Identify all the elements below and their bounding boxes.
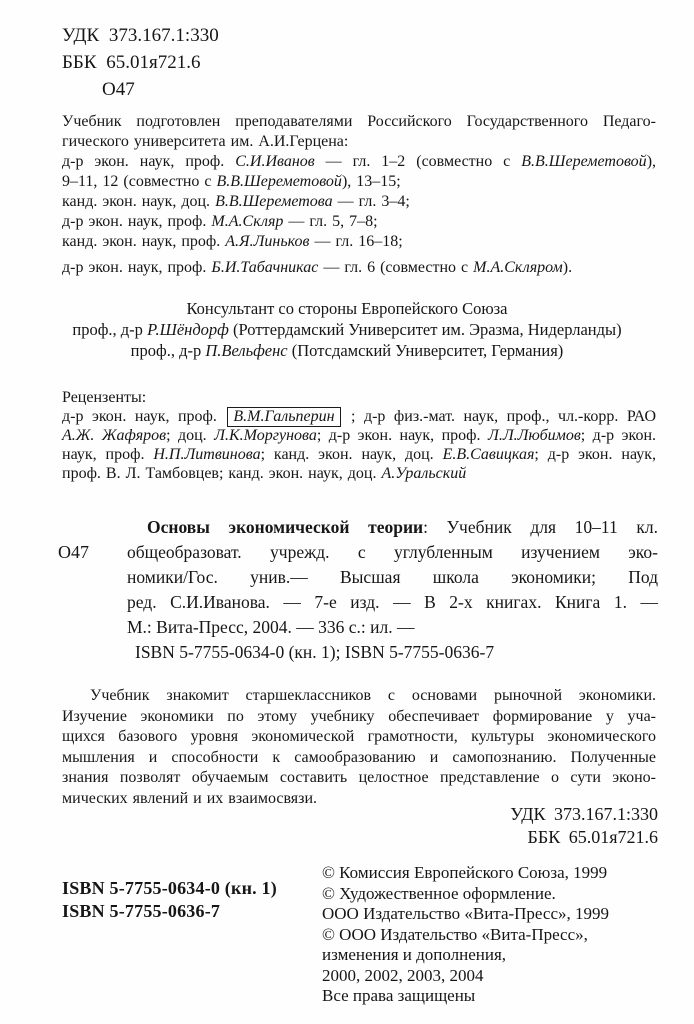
- reviewers-block: [62, 388, 656, 483]
- text-segment: Л.Л.Любимов: [488, 427, 581, 444]
- copyright-line: © Комиссия Европейского Союза, 1999: [322, 863, 608, 882]
- text-segment: Консультант со стороны Европейского Союза: [186, 299, 508, 318]
- annotation-line: щихся базового уровня экономической грамотности, культуры экономического: [62, 728, 656, 745]
- authors-line: [62, 258, 656, 278]
- authors-line: [62, 212, 656, 232]
- text-segment: проф., д-р: [130, 341, 206, 360]
- text-segment: канд. экон. наук, проф.: [62, 233, 226, 250]
- text-segment: общеобразоват. учрежд. с углубленным изучением эко-: [127, 542, 658, 562]
- annotation-line: мических явлений и их взаимосвязи.: [62, 789, 318, 807]
- authors-line: [62, 172, 656, 192]
- text-segment: — гл. 5, 7–8;: [283, 213, 378, 230]
- text-segment: проф. В. Л. Тамбовцев; канд. экон. наук, доц.: [62, 465, 382, 482]
- authors-line: [62, 192, 656, 212]
- consultant-line: [0, 319, 694, 340]
- text-segment: проф., д-р: [72, 320, 148, 339]
- text-segment: ISBN 5-7755-0634-0 (кн. 1); ISBN 5-7755-0636-7: [135, 642, 495, 662]
- text-segment: (Потсдамский Университет, Германия): [287, 341, 564, 360]
- consultant-heading: [0, 298, 694, 319]
- text-segment: Н.П.Литвинова: [153, 446, 261, 463]
- text-segment: 9–11, 12 (совместно с: [62, 173, 217, 190]
- text-segment: д-р экон. наук, проф.: [62, 213, 212, 230]
- consultant-line: [0, 340, 694, 361]
- copyright-block: [322, 863, 609, 1007]
- catalog-isbn-line: [127, 640, 658, 665]
- text-segment: ).: [562, 259, 573, 276]
- text-segment: Л.К.Моргунова: [214, 427, 317, 444]
- udk-number: УДК 373.167.1:330: [510, 804, 658, 824]
- copyright-line: ООО Издательство «Вита-Пресс», 1999: [322, 904, 609, 923]
- reviewers-line: [62, 464, 656, 483]
- text-segment: д-р экон. наук, проф.: [62, 259, 212, 276]
- catalog-card-block: [58, 515, 658, 665]
- annotation-line: знания позволят обучаемым составить целостное представление о сути эконо-: [62, 769, 656, 786]
- consultant-block: [0, 298, 694, 361]
- udk-bbk-header-block: [62, 22, 219, 103]
- text-segment: М.А.Скляр: [211, 213, 284, 230]
- text-segment: ; д-р экон. наук,: [534, 446, 656, 463]
- annotation-block: [62, 686, 656, 809]
- text-segment: ; доц.: [166, 427, 215, 444]
- author-sign-code: О47: [58, 542, 89, 562]
- copyright-line: изменения и дополнения,: [322, 945, 507, 964]
- text-segment: А.Ж. Жафяров: [62, 427, 167, 444]
- catalog-line: [127, 590, 658, 615]
- text-segment: ; д-р физ.-мат. наук, проф., чл.-корр. РАО: [342, 408, 656, 425]
- text-segment: Основы экономической теории: [147, 517, 424, 537]
- isbn-block: [62, 877, 277, 923]
- text-segment: Б.И.Табачникас: [211, 259, 319, 276]
- text-segment: ),: [646, 153, 657, 170]
- text-segment: ; д-р экон. наук, проф.: [316, 427, 488, 444]
- boxed-name: В.М.Гальперин: [227, 407, 340, 427]
- catalog-line: [127, 565, 658, 590]
- text-segment: Учебник подготовлен преподавателями Российского Государственного Педаго-: [62, 113, 656, 130]
- udk-bbk-footer-block: [510, 803, 658, 849]
- text-segment: В.В.Шереметовой: [216, 173, 342, 190]
- authors-block: [62, 112, 656, 278]
- copyright-line: © Художественное оформление.: [322, 883, 556, 903]
- text-segment: А.Уральский: [381, 465, 467, 482]
- text-segment: С.И.Иванов: [235, 153, 315, 170]
- bbk-number: ББК 65.01я721.6: [527, 827, 658, 847]
- text-segment: канд. экон. наук, доц.: [62, 193, 216, 210]
- udk-number: УДК 373.167.1:330: [62, 25, 219, 46]
- isbn-line: ISBN 5-7755-0636-7: [62, 901, 221, 921]
- text-segment: Е.В.Савицкая: [442, 446, 535, 463]
- reviewers-line: [62, 445, 656, 464]
- catalog-title-line: [127, 515, 658, 540]
- text-segment: — гл. 1–2 (совместно с: [314, 153, 522, 170]
- bbk-number: ББК 65.01я721.6: [62, 52, 201, 73]
- catalog-line: [127, 540, 658, 565]
- author-sign-code: О47: [102, 79, 135, 100]
- text-segment: гического университета им. А.И.Герцена:: [62, 133, 349, 150]
- reviewers-heading: [62, 388, 656, 407]
- text-segment: — гл. 6 (совместно с: [318, 259, 474, 276]
- catalog-card-text: [127, 515, 658, 665]
- text-segment: ; д-р экон.: [580, 427, 657, 444]
- text-segment: д-р экон. наук, проф.: [62, 153, 236, 170]
- text-segment: Р.Шёндорф: [147, 320, 229, 339]
- authors-line: [62, 132, 656, 152]
- authors-line: [62, 232, 656, 252]
- text-segment: (Роттердамский Университет им. Эразма, Нидерланды): [228, 320, 622, 339]
- text-segment: ред. С.И.Иванова. — 7-е изд. — В 2-х книгах. Книга 1. —: [127, 592, 658, 612]
- annotation-line: Изучение экономики по этому учебнику обеспечивает формирование у уча-: [62, 707, 656, 725]
- text-segment: М.: Вита-Пресс, 2004. — 336 с.: ил. —: [127, 617, 415, 637]
- annotation-line: мышления и способности к самообразованию и самопознанию. Полученные: [62, 748, 656, 766]
- reviewers-line: [62, 426, 656, 445]
- text-segment: ), 13–15;: [341, 173, 401, 190]
- copyright-line: Все права защищены: [322, 986, 476, 1005]
- copyright-line: © ООО Издательство «Вита-Пресс»,: [322, 924, 588, 944]
- text-segment: — гл. 16–18;: [309, 233, 403, 250]
- text-segment: номики/Гос. унив.— Высшая школа экономики; Под: [127, 567, 658, 587]
- text-segment: ; канд. экон. наук, доц.: [260, 446, 443, 463]
- text-segment: А.Я.Линьков: [225, 233, 310, 250]
- text-segment: В.В.Шереметова: [215, 193, 333, 210]
- text-segment: М.А.Скляром: [473, 259, 563, 276]
- text-segment: наук, проф.: [62, 446, 154, 463]
- text-segment: В.В.Шереметовой: [521, 153, 647, 170]
- text-segment: — гл. 3–4;: [332, 193, 410, 210]
- copyright-line: 2000, 2002, 2003, 2004: [322, 965, 484, 985]
- authors-line: [62, 152, 656, 172]
- reviewers-line: [62, 407, 656, 426]
- isbn-line: ISBN 5-7755-0634-0 (кн. 1): [62, 878, 277, 898]
- text-segment: П.Вельфенс: [205, 341, 288, 360]
- catalog-line: [127, 615, 658, 640]
- text-segment: : Учебник для 10–11 кл.: [423, 517, 659, 537]
- text-segment: Рецензенты:: [62, 389, 147, 406]
- annotation-line: Учебник знакомит старшеклассников с основами рыночной экономики.: [90, 687, 656, 704]
- text-segment: д-р экон. наук, проф.: [62, 408, 226, 425]
- authors-line: [62, 112, 656, 132]
